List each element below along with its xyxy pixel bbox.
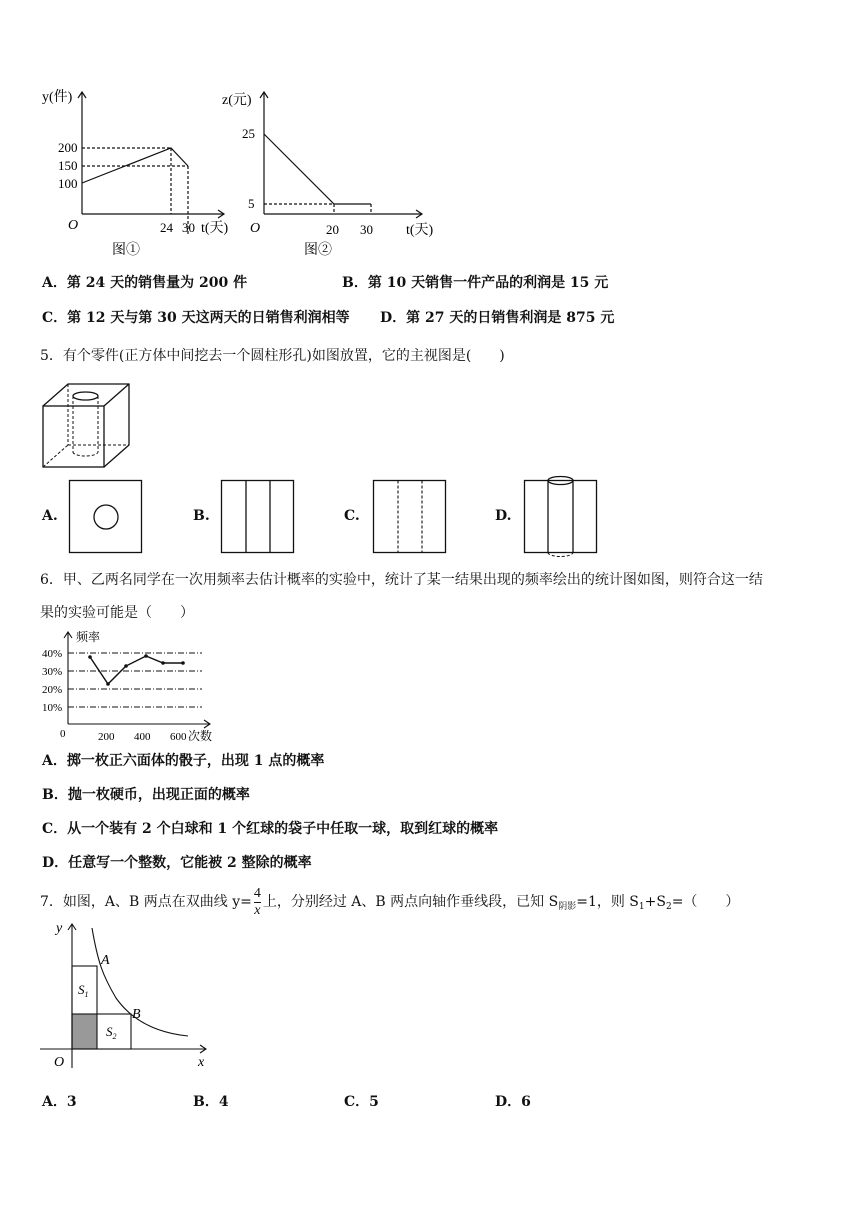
q4-option-b: B．第 10 天销售一件产品的利润是 15 元 bbox=[342, 275, 609, 291]
q6-point-1 bbox=[106, 682, 110, 686]
q5-option-a-label: A. bbox=[42, 508, 58, 524]
q7-fraction bbox=[254, 886, 261, 919]
q6-ytick-20: 20% bbox=[42, 684, 63, 696]
fig1-ytick-150: 150 bbox=[58, 158, 78, 173]
q7-option-b: B．4 bbox=[193, 1094, 229, 1110]
q7-fig-y: y bbox=[56, 921, 63, 936]
q4-option-c: C．第 12 天与第 30 天这两天的日销售利润相等 bbox=[42, 310, 350, 326]
q6-point-4 bbox=[161, 661, 165, 665]
fig1-ytick-200: 200 bbox=[58, 140, 78, 155]
q6-stem-line2: 果的实验可能是（ ） bbox=[40, 605, 194, 621]
q7-plus: +S bbox=[644, 894, 666, 910]
q6-ytick-40: 40% bbox=[42, 648, 63, 660]
fig2-caption: 图② bbox=[304, 243, 332, 258]
q7-stem-mid: 上，分别经过 A、B 两点向轴作垂线段，已知 S bbox=[262, 894, 559, 910]
q7-frac-num: 4 bbox=[253, 885, 261, 901]
q6-xtick-400: 400 bbox=[134, 731, 151, 743]
fig1-ytick-100: 100 bbox=[58, 176, 78, 191]
q4-figure-1 bbox=[38, 86, 248, 266]
q5-stem: 5．有个零件(正方体中间挖去一个圆柱形孔)如图放置，它的主视图是( ) bbox=[40, 348, 505, 364]
q6-point-0 bbox=[88, 655, 92, 659]
q7-s1-sub: 1 bbox=[638, 902, 645, 912]
fig2-xtick-20: 20 bbox=[326, 222, 339, 237]
q5-option-d-figure bbox=[523, 475, 601, 557]
q6-series bbox=[88, 654, 185, 686]
fig2-xlabel: t(天) bbox=[406, 223, 434, 238]
fig2-ytick-5: 5 bbox=[248, 196, 255, 211]
q6-point-3 bbox=[144, 654, 148, 658]
q5-option-c-label: C. bbox=[344, 508, 360, 524]
q6-option-d: D．任意写一个整数，它能被 2 整除的概率 bbox=[42, 855, 312, 871]
q6-origin: 0 bbox=[60, 728, 66, 740]
q7-fig-origin: O bbox=[54, 1055, 65, 1070]
q7-stem-pre: 7．如图，A、B 两点在双曲线 y= bbox=[40, 894, 252, 910]
q6-ytick-10: 10% bbox=[42, 702, 63, 714]
q6-xtick-200: 200 bbox=[98, 731, 115, 743]
q6-option-a: A．掷一枚正六面体的骰子，出现 1 点的概率 bbox=[42, 753, 325, 769]
q6-stem-line1: 6．甲、乙两名同学在一次用频率去估计概率的实验中，统计了某一结果出现的频率绘出的统计图如图，则符合这一结 bbox=[40, 572, 763, 588]
q7-fig-s2: $S_2$ bbox=[106, 1024, 117, 1041]
fig1-ylabel: y(件) bbox=[42, 90, 73, 105]
fig1-xtick-24: 24 bbox=[160, 220, 173, 235]
q7-stem-end: =（ ） bbox=[671, 894, 740, 910]
q7-fig-s1: $S_1$ bbox=[78, 982, 89, 999]
q5-option-a-figure bbox=[68, 479, 144, 555]
fig2-xtick-30: 30 bbox=[360, 222, 373, 237]
q7-frac-den: x bbox=[254, 902, 261, 918]
fig1-origin: O bbox=[68, 218, 79, 233]
q5-option-b-figure bbox=[220, 479, 296, 555]
q5-option-b-label: B. bbox=[193, 508, 210, 524]
fig1-xtick-30: 30 bbox=[182, 220, 195, 235]
q6-chart-xlabel: 次数 bbox=[188, 729, 213, 743]
q6-frequency-line bbox=[90, 656, 183, 684]
q7-option-a: A．3 bbox=[42, 1094, 77, 1110]
q7-fig-x: x bbox=[198, 1055, 205, 1070]
q5-option-c-figure bbox=[372, 479, 448, 555]
q7-option-d: D．6 bbox=[495, 1094, 531, 1110]
q5-option-d-label: D. bbox=[495, 508, 512, 524]
fig1-xlabel: t(天) bbox=[201, 221, 229, 236]
q6-frequency-chart bbox=[38, 628, 238, 744]
q6-point-5 bbox=[181, 661, 185, 665]
q7-fig-B: B bbox=[132, 1007, 141, 1022]
q6-chart-ylabel: 频率 bbox=[76, 630, 101, 644]
q6-point-2 bbox=[124, 664, 128, 668]
fig2-ytick-25: 25 bbox=[242, 126, 255, 141]
q7-option-c: C．5 bbox=[344, 1094, 379, 1110]
q7-stem-post: =1，则 S bbox=[576, 894, 639, 910]
q7-s2-sub: 2 bbox=[665, 902, 672, 912]
q6-option-b: B．抛一枚硬币，出现正面的概率 bbox=[42, 787, 250, 803]
q4-option-d: D．第 27 天的日销售利润是 875 元 bbox=[380, 310, 615, 326]
q7-fig-A: A bbox=[101, 953, 110, 968]
fig2-ylabel: z(元) bbox=[222, 93, 252, 108]
fig1-caption: 图① bbox=[112, 243, 140, 258]
q6-option-c: C．从一个装有 2 个白球和 1 个红球的袋子中任取一球，取到红球的概率 bbox=[42, 821, 499, 837]
q6-xtick-600: 600 bbox=[170, 731, 187, 743]
q6-ytick-30: 30% bbox=[42, 666, 63, 678]
q7-shade-sub: 阴影 bbox=[558, 902, 577, 912]
fig2-origin: O bbox=[250, 221, 261, 236]
q4-figure-2 bbox=[220, 86, 450, 266]
q5-cube-figure bbox=[40, 380, 140, 472]
q7-hyperbola-figure bbox=[38, 918, 218, 1078]
q4-option-a: A．第 24 天的销售量为 200 件 bbox=[42, 275, 248, 291]
